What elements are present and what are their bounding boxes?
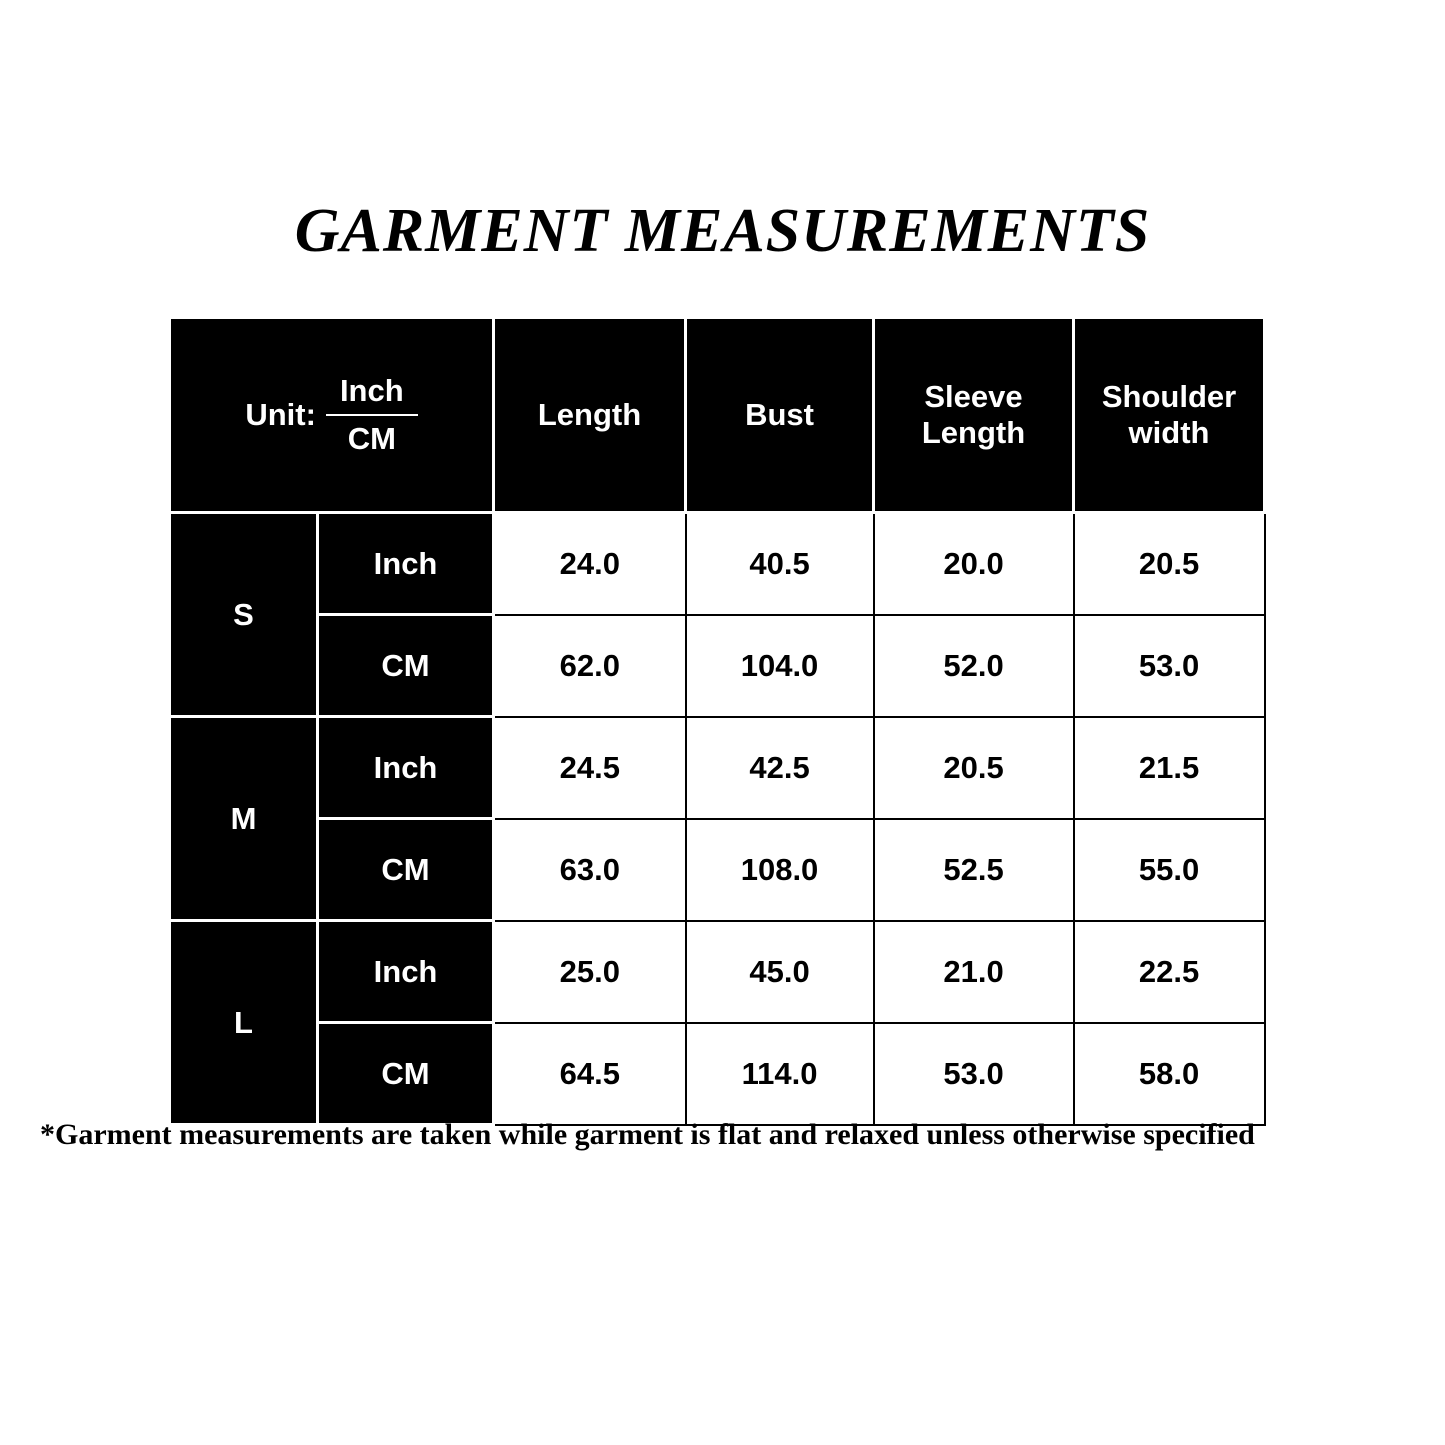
- column-header-length: Length: [494, 318, 686, 513]
- value-l-cm-sleeve: 53.0: [874, 1023, 1074, 1125]
- unit-cell-s-cm: CM: [318, 615, 494, 717]
- unit-label: Unit:: [245, 397, 316, 432]
- value-m-cm-sleeve: 52.5: [874, 819, 1074, 921]
- page-title: GARMENT MEASUREMENTS: [294, 197, 1151, 265]
- size-label-m: M: [170, 717, 318, 921]
- measurements-table: [168, 316, 1266, 1126]
- value-m-inch-shoulder: 21.5: [1074, 717, 1265, 819]
- table-row: [170, 513, 1265, 615]
- unit-cell-l-inch: Inch: [318, 921, 494, 1023]
- value-l-inch-bust: 45.0: [686, 921, 874, 1023]
- value-l-inch-length: 25.0: [494, 921, 686, 1023]
- value-l-inch-sleeve: 21.0: [874, 921, 1074, 1023]
- value-m-inch-length: 24.5: [494, 717, 686, 819]
- column-header-shoulder-width: Shoulder width: [1074, 318, 1265, 513]
- value-s-cm-shoulder: 53.0: [1074, 615, 1265, 717]
- value-s-inch-sleeve: 20.0: [874, 513, 1074, 615]
- unit-fraction-numerator: Inch: [326, 372, 418, 416]
- unit-header-cell: [170, 318, 494, 513]
- column-header-bust: Bust: [686, 318, 874, 513]
- unit-cell-m-inch: Inch: [318, 717, 494, 819]
- unit-fraction-denominator: CM: [347, 421, 396, 456]
- table-row: [170, 1023, 1265, 1125]
- value-l-cm-shoulder: 58.0: [1074, 1023, 1265, 1125]
- value-l-inch-shoulder: 22.5: [1074, 921, 1265, 1023]
- measurements-table-container: [168, 316, 1263, 1126]
- value-m-cm-bust: 108.0: [686, 819, 874, 921]
- value-m-inch-sleeve: 20.5: [874, 717, 1074, 819]
- value-s-cm-bust: 104.0: [686, 615, 874, 717]
- size-label-s: S: [170, 513, 318, 717]
- table-row: [170, 819, 1265, 921]
- value-m-inch-bust: 42.5: [686, 717, 874, 819]
- unit-cell-l-cm: CM: [318, 1023, 494, 1125]
- table-row: [170, 921, 1265, 1023]
- value-s-inch-shoulder: 20.5: [1074, 513, 1265, 615]
- table-row: [170, 615, 1265, 717]
- table-row: [170, 717, 1265, 819]
- value-s-cm-length: 62.0: [494, 615, 686, 717]
- value-l-cm-bust: 114.0: [686, 1023, 874, 1125]
- value-l-cm-length: 64.5: [494, 1023, 686, 1125]
- value-s-inch-length: 24.0: [494, 513, 686, 615]
- table-header-row: [170, 318, 1265, 513]
- unit-fraction: [326, 372, 418, 458]
- value-m-cm-length: 63.0: [494, 819, 686, 921]
- value-s-cm-sleeve: 52.0: [874, 615, 1074, 717]
- unit-cell-s-inch: Inch: [318, 513, 494, 615]
- value-m-cm-shoulder: 55.0: [1074, 819, 1265, 921]
- footnote-text: *Garment measurements are taken while garment is flat and relaxed unless otherwise specified: [40, 1118, 1255, 1151]
- size-label-l: L: [170, 921, 318, 1125]
- unit-cell-m-cm: CM: [318, 819, 494, 921]
- column-header-sleeve-length: Sleeve Length: [874, 318, 1074, 513]
- value-s-inch-bust: 40.5: [686, 513, 874, 615]
